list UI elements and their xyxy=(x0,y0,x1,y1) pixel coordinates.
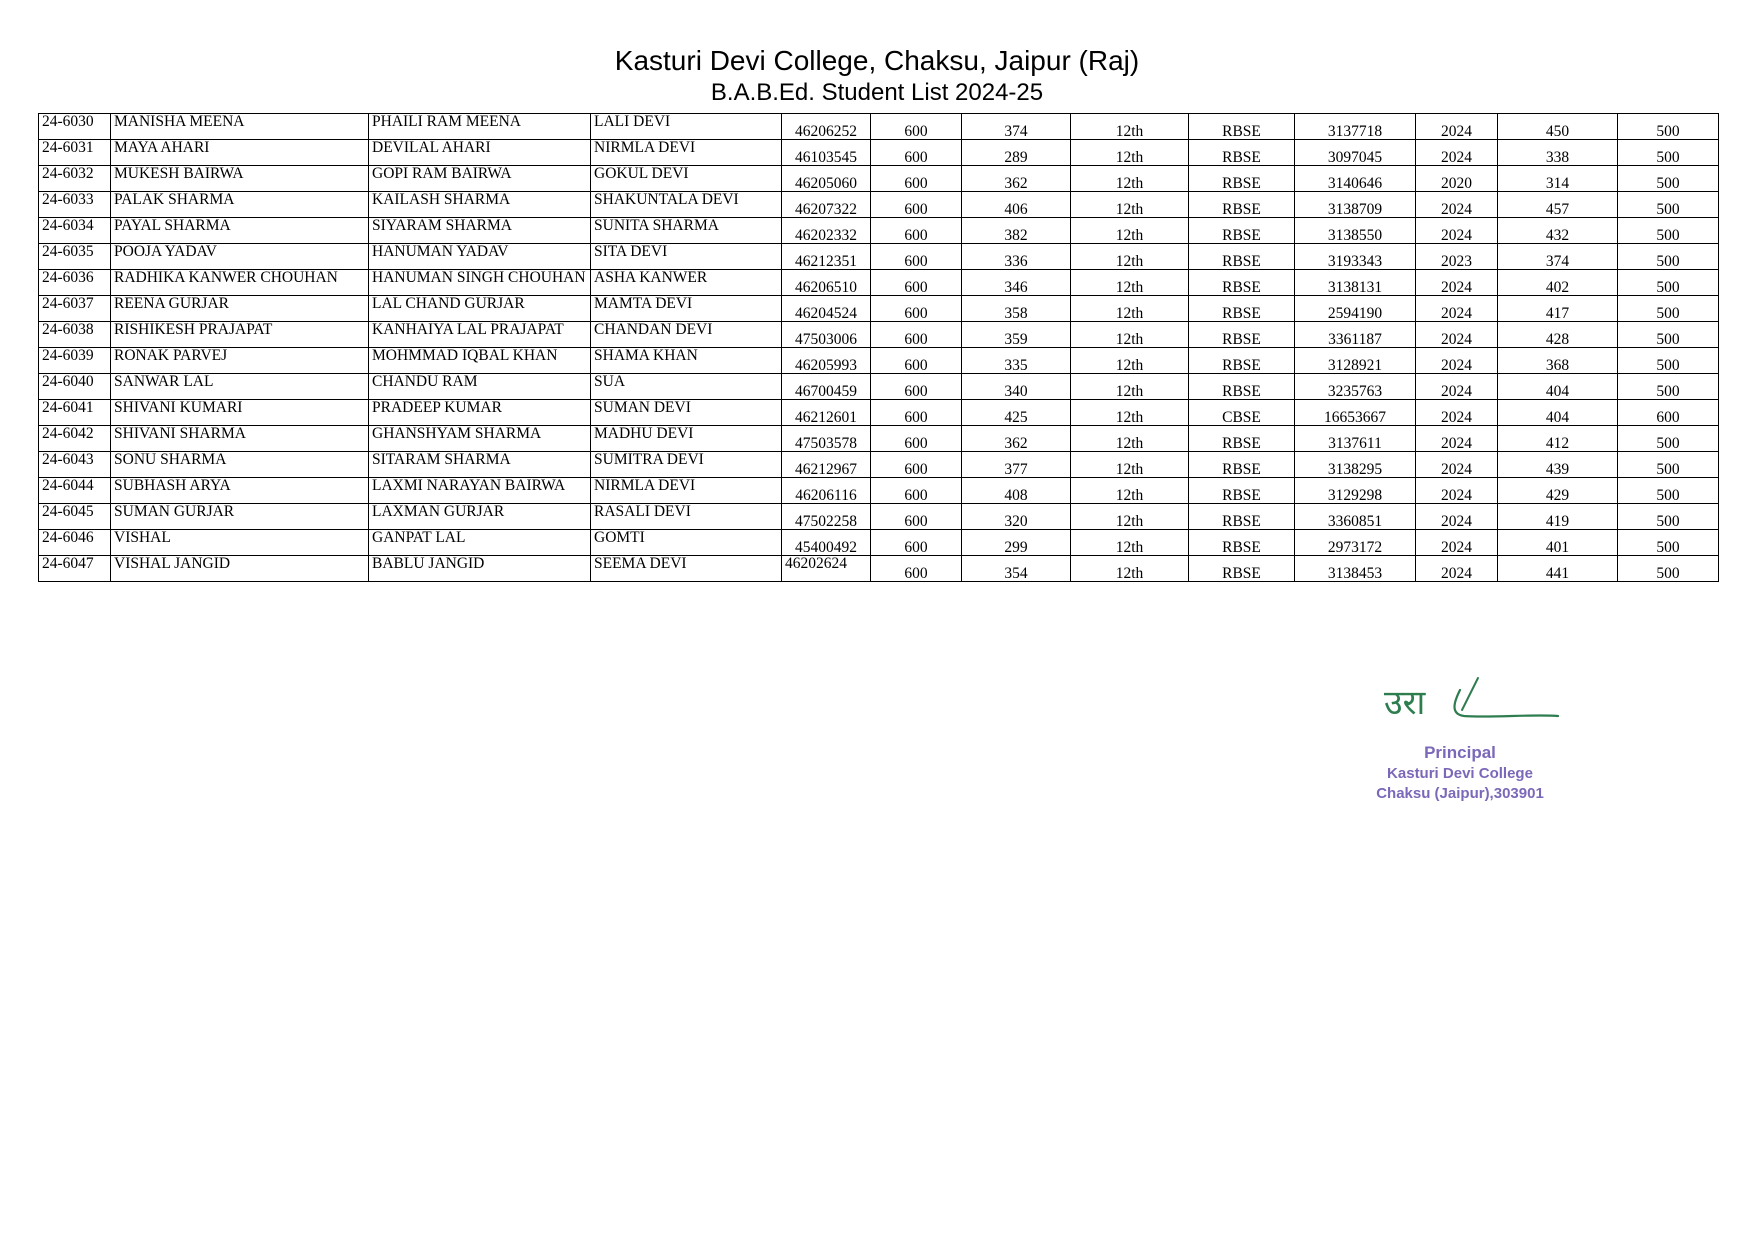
class-cell: 12th xyxy=(1071,192,1189,218)
marksheet-no-cell: 3360851 xyxy=(1295,504,1416,530)
obtained-marks-other-cell: 412 xyxy=(1498,426,1618,452)
roll-no-cell: 24-6036 xyxy=(39,270,111,296)
obtained-marks-12th-cell: 289 xyxy=(962,140,1071,166)
table-row xyxy=(39,426,1719,452)
marksheet-no-cell: 3140646 xyxy=(1295,166,1416,192)
class-cell: 12th xyxy=(1071,374,1189,400)
table-row xyxy=(39,478,1719,504)
pass-year-cell: 2024 xyxy=(1416,374,1498,400)
class-cell: 12th xyxy=(1071,114,1189,140)
obtained-marks-other-cell: 457 xyxy=(1498,192,1618,218)
board-cell: RBSE xyxy=(1189,530,1295,556)
obtained-marks-12th-cell: 346 xyxy=(962,270,1071,296)
pass-year-cell: 2024 xyxy=(1416,270,1498,296)
board-cell: RBSE xyxy=(1189,270,1295,296)
roll-no-cell: 24-6045 xyxy=(39,504,111,530)
mother-name-cell: SUMITRA DEVI xyxy=(591,452,782,478)
board-cell: RBSE xyxy=(1189,114,1295,140)
roll-no-cell: 24-6042 xyxy=(39,426,111,452)
max-marks-12th-cell: 600 xyxy=(871,374,962,400)
board-cell: RBSE xyxy=(1189,348,1295,374)
mother-name-cell: CHANDAN DEVI xyxy=(591,322,782,348)
obtained-marks-12th-cell: 299 xyxy=(962,530,1071,556)
class-cell: 12th xyxy=(1071,140,1189,166)
board-cell: CBSE xyxy=(1189,400,1295,426)
marksheet-no-cell: 3361187 xyxy=(1295,322,1416,348)
board-cell: RBSE xyxy=(1189,218,1295,244)
max-marks-other-cell: 500 xyxy=(1618,504,1719,530)
seal-address: Chaksu (Jaipur),303901 xyxy=(1376,785,1544,802)
father-name-cell: GOPI RAM BAIRWA xyxy=(369,166,591,192)
marksheet-no-cell: 3137718 xyxy=(1295,114,1416,140)
student-name-cell: PAYAL SHARMA xyxy=(111,218,369,244)
obtained-marks-other-cell: 441 xyxy=(1498,556,1618,582)
board-cell: RBSE xyxy=(1189,322,1295,348)
max-marks-other-cell: 500 xyxy=(1618,426,1719,452)
board-roll-no-cell: 46206252 xyxy=(782,114,871,140)
principal-seal xyxy=(1350,742,1570,804)
father-name-cell: KANHAIYA LAL PRAJAPAT xyxy=(369,322,591,348)
max-marks-other-cell: 500 xyxy=(1618,192,1719,218)
board-roll-no-cell: 45400492 xyxy=(782,530,871,556)
father-name-cell: BABLU JANGID xyxy=(369,556,591,582)
max-marks-12th-cell: 600 xyxy=(871,166,962,192)
max-marks-12th-cell: 600 xyxy=(871,426,962,452)
table-row xyxy=(39,504,1719,530)
pass-year-cell: 2024 xyxy=(1416,218,1498,244)
board-cell: RBSE xyxy=(1189,426,1295,452)
roll-no-cell: 24-6032 xyxy=(39,166,111,192)
obtained-marks-12th-cell: 362 xyxy=(962,426,1071,452)
student-name-cell: SHIVANI KUMARI xyxy=(111,400,369,426)
marksheet-no-cell: 16653667 xyxy=(1295,400,1416,426)
student-name-cell: RONAK PARVEJ xyxy=(111,348,369,374)
table-row xyxy=(39,530,1719,556)
student-name-cell: MUKESH BAIRWA xyxy=(111,166,369,192)
pass-year-cell: 2024 xyxy=(1416,556,1498,582)
marksheet-no-cell: 3137611 xyxy=(1295,426,1416,452)
father-name-cell: SITARAM SHARMA xyxy=(369,452,591,478)
signature-mark: उरा xyxy=(1384,683,1426,723)
student-name-cell: SUBHASH ARYA xyxy=(111,478,369,504)
max-marks-other-cell: 500 xyxy=(1618,556,1719,582)
roll-no-cell: 24-6035 xyxy=(39,244,111,270)
max-marks-12th-cell: 600 xyxy=(871,400,962,426)
obtained-marks-other-cell: 417 xyxy=(1498,296,1618,322)
max-marks-12th-cell: 600 xyxy=(871,218,962,244)
pass-year-cell: 2024 xyxy=(1416,322,1498,348)
obtained-marks-other-cell: 439 xyxy=(1498,452,1618,478)
mother-name-cell: SUA xyxy=(591,374,782,400)
board-cell: RBSE xyxy=(1189,166,1295,192)
obtained-marks-other-cell: 428 xyxy=(1498,322,1618,348)
obtained-marks-other-cell: 450 xyxy=(1498,114,1618,140)
obtained-marks-12th-cell: 374 xyxy=(962,114,1071,140)
father-name-cell: LAXMAN GURJAR xyxy=(369,504,591,530)
pass-year-cell: 2024 xyxy=(1416,426,1498,452)
mother-name-cell: ASHA KANWER xyxy=(591,270,782,296)
table-row xyxy=(39,166,1719,192)
seal-title: Principal xyxy=(1424,743,1496,762)
marksheet-no-cell: 3097045 xyxy=(1295,140,1416,166)
marksheet-no-cell: 2973172 xyxy=(1295,530,1416,556)
class-cell: 12th xyxy=(1071,296,1189,322)
father-name-cell: PRADEEP KUMAR xyxy=(369,400,591,426)
mother-name-cell: NIRMLA DEVI xyxy=(591,140,782,166)
roll-no-cell: 24-6040 xyxy=(39,374,111,400)
class-cell: 12th xyxy=(1071,400,1189,426)
father-name-cell: LAXMI NARAYAN BAIRWA xyxy=(369,478,591,504)
table-row xyxy=(39,270,1719,296)
board-cell: RBSE xyxy=(1189,504,1295,530)
obtained-marks-other-cell: 368 xyxy=(1498,348,1618,374)
board-roll-no-cell: 46202332 xyxy=(782,218,871,244)
roll-no-cell: 24-6034 xyxy=(39,218,111,244)
roll-no-cell: 24-6044 xyxy=(39,478,111,504)
mother-name-cell: RASALI DEVI xyxy=(591,504,782,530)
max-marks-12th-cell: 600 xyxy=(871,348,962,374)
mother-name-cell: SUNITA SHARMA xyxy=(591,218,782,244)
pass-year-cell: 2024 xyxy=(1416,348,1498,374)
roll-no-cell: 24-6043 xyxy=(39,452,111,478)
max-marks-other-cell: 500 xyxy=(1618,348,1719,374)
board-cell: RBSE xyxy=(1189,556,1295,582)
board-roll-no-cell: 46212351 xyxy=(782,244,871,270)
pass-year-cell: 2024 xyxy=(1416,478,1498,504)
pass-year-cell: 2024 xyxy=(1416,192,1498,218)
board-roll-no-cell: 46103545 xyxy=(782,140,871,166)
obtained-marks-other-cell: 419 xyxy=(1498,504,1618,530)
marksheet-no-cell: 3138453 xyxy=(1295,556,1416,582)
mother-name-cell: SITA DEVI xyxy=(591,244,782,270)
obtained-marks-12th-cell: 359 xyxy=(962,322,1071,348)
board-roll-no-cell: 46700459 xyxy=(782,374,871,400)
student-name-cell: SONU SHARMA xyxy=(111,452,369,478)
max-marks-other-cell: 500 xyxy=(1618,166,1719,192)
father-name-cell: CHANDU RAM xyxy=(369,374,591,400)
obtained-marks-other-cell: 314 xyxy=(1498,166,1618,192)
obtained-marks-other-cell: 401 xyxy=(1498,530,1618,556)
obtained-marks-other-cell: 374 xyxy=(1498,244,1618,270)
obtained-marks-12th-cell: 358 xyxy=(962,296,1071,322)
board-roll-no-cell: 46204524 xyxy=(782,296,871,322)
table-row xyxy=(39,244,1719,270)
max-marks-12th-cell: 600 xyxy=(871,530,962,556)
class-cell: 12th xyxy=(1071,166,1189,192)
marksheet-no-cell: 3138709 xyxy=(1295,192,1416,218)
obtained-marks-12th-cell: 425 xyxy=(962,400,1071,426)
board-roll-no-cell: 47503006 xyxy=(782,322,871,348)
student-name-cell: PALAK SHARMA xyxy=(111,192,369,218)
obtained-marks-12th-cell: 408 xyxy=(962,478,1071,504)
roll-no-cell: 24-6047 xyxy=(39,556,111,582)
max-marks-other-cell: 600 xyxy=(1618,400,1719,426)
father-name-cell: KAILASH SHARMA xyxy=(369,192,591,218)
roll-no-cell: 24-6038 xyxy=(39,322,111,348)
obtained-marks-12th-cell: 320 xyxy=(962,504,1071,530)
max-marks-other-cell: 500 xyxy=(1618,270,1719,296)
student-name-cell: SANWAR LAL xyxy=(111,374,369,400)
college-title: Kasturi Devi College, Chaksu, Jaipur (Raj) xyxy=(614,45,1140,76)
student-name-cell: MAYA AHARI xyxy=(111,140,369,166)
seal-college: Kasturi Devi College xyxy=(1387,765,1533,782)
student-name-cell: POOJA YADAV xyxy=(111,244,369,270)
max-marks-other-cell: 500 xyxy=(1618,244,1719,270)
table-row xyxy=(39,114,1719,140)
roll-no-cell: 24-6030 xyxy=(39,114,111,140)
board-roll-no-cell: 46205060 xyxy=(782,166,871,192)
mother-name-cell: SHAMA KHAN xyxy=(591,348,782,374)
table-row xyxy=(39,296,1719,322)
pass-year-cell: 2024 xyxy=(1416,296,1498,322)
board-roll-no-cell: 47502258 xyxy=(782,504,871,530)
board-roll-no-cell: 46202624 xyxy=(782,556,871,582)
max-marks-other-cell: 500 xyxy=(1618,530,1719,556)
student-list-table xyxy=(38,113,1719,582)
marksheet-no-cell: 3193343 xyxy=(1295,244,1416,270)
marksheet-no-cell: 3129298 xyxy=(1295,478,1416,504)
class-cell: 12th xyxy=(1071,322,1189,348)
obtained-marks-12th-cell: 362 xyxy=(962,166,1071,192)
obtained-marks-12th-cell: 354 xyxy=(962,556,1071,582)
marksheet-no-cell: 3128921 xyxy=(1295,348,1416,374)
father-name-cell: GANPAT LAL xyxy=(369,530,591,556)
pass-year-cell: 2024 xyxy=(1416,504,1498,530)
max-marks-12th-cell: 600 xyxy=(871,192,962,218)
board-roll-no-cell: 46206116 xyxy=(782,478,871,504)
obtained-marks-other-cell: 404 xyxy=(1498,400,1618,426)
pass-year-cell: 2024 xyxy=(1416,400,1498,426)
table-row xyxy=(39,452,1719,478)
pass-year-cell: 2024 xyxy=(1416,114,1498,140)
table-row xyxy=(39,400,1719,426)
obtained-marks-other-cell: 429 xyxy=(1498,478,1618,504)
max-marks-12th-cell: 600 xyxy=(871,322,962,348)
class-cell: 12th xyxy=(1071,218,1189,244)
board-roll-no-cell: 46212967 xyxy=(782,452,871,478)
max-marks-other-cell: 500 xyxy=(1618,296,1719,322)
max-marks-other-cell: 500 xyxy=(1618,114,1719,140)
max-marks-12th-cell: 600 xyxy=(871,244,962,270)
board-roll-no-cell: 46212601 xyxy=(782,400,871,426)
father-name-cell: PHAILI RAM MEENA xyxy=(369,114,591,140)
roll-no-cell: 24-6046 xyxy=(39,530,111,556)
roll-no-cell: 24-6037 xyxy=(39,296,111,322)
board-roll-no-cell: 46205993 xyxy=(782,348,871,374)
marksheet-no-cell: 3138131 xyxy=(1295,270,1416,296)
student-name-cell: MANISHA MEENA xyxy=(111,114,369,140)
student-name-cell: SHIVANI SHARMA xyxy=(111,426,369,452)
father-name-cell: MOHMMAD IQBAL KHAN xyxy=(369,348,591,374)
student-name-cell: RADHIKA KANWER CHOUHAN xyxy=(111,270,369,296)
mother-name-cell: LALI DEVI xyxy=(591,114,782,140)
obtained-marks-12th-cell: 340 xyxy=(962,374,1071,400)
roll-no-cell: 24-6031 xyxy=(39,140,111,166)
max-marks-other-cell: 500 xyxy=(1618,478,1719,504)
pass-year-cell: 2020 xyxy=(1416,166,1498,192)
class-cell: 12th xyxy=(1071,556,1189,582)
table-row xyxy=(39,140,1719,166)
table-row xyxy=(39,556,1719,582)
mother-name-cell: MAMTA DEVI xyxy=(591,296,782,322)
max-marks-12th-cell: 600 xyxy=(871,140,962,166)
pass-year-cell: 2024 xyxy=(1416,140,1498,166)
marksheet-no-cell: 3138295 xyxy=(1295,452,1416,478)
obtained-marks-other-cell: 432 xyxy=(1498,218,1618,244)
student-name-cell: SUMAN GURJAR xyxy=(111,504,369,530)
table-row xyxy=(39,322,1719,348)
obtained-marks-other-cell: 338 xyxy=(1498,140,1618,166)
class-cell: 12th xyxy=(1071,426,1189,452)
mother-name-cell: SHAKUNTALA DEVI xyxy=(591,192,782,218)
obtained-marks-12th-cell: 406 xyxy=(962,192,1071,218)
principal-signature xyxy=(1382,676,1562,726)
obtained-marks-12th-cell: 335 xyxy=(962,348,1071,374)
pass-year-cell: 2024 xyxy=(1416,452,1498,478)
max-marks-12th-cell: 600 xyxy=(871,478,962,504)
table-row xyxy=(39,374,1719,400)
max-marks-other-cell: 500 xyxy=(1618,322,1719,348)
student-name-cell: RISHIKESH PRAJAPAT xyxy=(111,322,369,348)
max-marks-12th-cell: 600 xyxy=(871,270,962,296)
table-row xyxy=(39,218,1719,244)
marksheet-no-cell: 3138550 xyxy=(1295,218,1416,244)
student-name-cell: REENA GURJAR xyxy=(111,296,369,322)
max-marks-12th-cell: 600 xyxy=(871,556,962,582)
father-name-cell: GHANSHYAM SHARMA xyxy=(369,426,591,452)
board-cell: RBSE xyxy=(1189,478,1295,504)
table-row xyxy=(39,192,1719,218)
father-name-cell: HANUMAN SINGH CHOUHAN xyxy=(369,270,591,296)
board-cell: RBSE xyxy=(1189,140,1295,166)
student-name-cell: VISHAL xyxy=(111,530,369,556)
board-roll-no-cell: 47503578 xyxy=(782,426,871,452)
mother-name-cell: MADHU DEVI xyxy=(591,426,782,452)
max-marks-other-cell: 500 xyxy=(1618,452,1719,478)
mother-name-cell: SUMAN DEVI xyxy=(591,400,782,426)
student-name-cell: VISHAL JANGID xyxy=(111,556,369,582)
marksheet-no-cell: 3235763 xyxy=(1295,374,1416,400)
obtained-marks-other-cell: 402 xyxy=(1498,270,1618,296)
board-cell: RBSE xyxy=(1189,296,1295,322)
roll-no-cell: 24-6033 xyxy=(39,192,111,218)
father-name-cell: DEVILAL AHARI xyxy=(369,140,591,166)
father-name-cell: HANUMAN YADAV xyxy=(369,244,591,270)
pass-year-cell: 2024 xyxy=(1416,530,1498,556)
class-cell: 12th xyxy=(1071,478,1189,504)
max-marks-other-cell: 500 xyxy=(1618,140,1719,166)
class-cell: 12th xyxy=(1071,348,1189,374)
class-cell: 12th xyxy=(1071,244,1189,270)
max-marks-12th-cell: 600 xyxy=(871,452,962,478)
class-cell: 12th xyxy=(1071,504,1189,530)
obtained-marks-12th-cell: 382 xyxy=(962,218,1071,244)
board-cell: RBSE xyxy=(1189,244,1295,270)
roll-no-cell: 24-6039 xyxy=(39,348,111,374)
board-roll-no-cell: 46207322 xyxy=(782,192,871,218)
max-marks-other-cell: 500 xyxy=(1618,374,1719,400)
board-cell: RBSE xyxy=(1189,374,1295,400)
father-name-cell: SIYARAM SHARMA xyxy=(369,218,591,244)
mother-name-cell: SEEMA DEVI xyxy=(591,556,782,582)
obtained-marks-12th-cell: 377 xyxy=(962,452,1071,478)
class-cell: 12th xyxy=(1071,270,1189,296)
board-cell: RBSE xyxy=(1189,192,1295,218)
mother-name-cell: NIRMLA DEVI xyxy=(591,478,782,504)
roll-no-cell: 24-6041 xyxy=(39,400,111,426)
obtained-marks-12th-cell: 336 xyxy=(962,244,1071,270)
student-rows xyxy=(39,114,1719,582)
father-name-cell: LAL CHAND GURJAR xyxy=(369,296,591,322)
class-cell: 12th xyxy=(1071,452,1189,478)
mother-name-cell: GOMTI xyxy=(591,530,782,556)
board-roll-no-cell: 46206510 xyxy=(782,270,871,296)
list-subtitle: B.A.B.Ed. Student List 2024-25 xyxy=(710,79,1044,106)
max-marks-other-cell: 500 xyxy=(1618,218,1719,244)
mother-name-cell: GOKUL DEVI xyxy=(591,166,782,192)
max-marks-12th-cell: 600 xyxy=(871,504,962,530)
max-marks-12th-cell: 600 xyxy=(871,114,962,140)
class-cell: 12th xyxy=(1071,530,1189,556)
obtained-marks-other-cell: 404 xyxy=(1498,374,1618,400)
table-row xyxy=(39,348,1719,374)
pass-year-cell: 2023 xyxy=(1416,244,1498,270)
max-marks-12th-cell: 600 xyxy=(871,296,962,322)
board-cell: RBSE xyxy=(1189,452,1295,478)
marksheet-no-cell: 2594190 xyxy=(1295,296,1416,322)
